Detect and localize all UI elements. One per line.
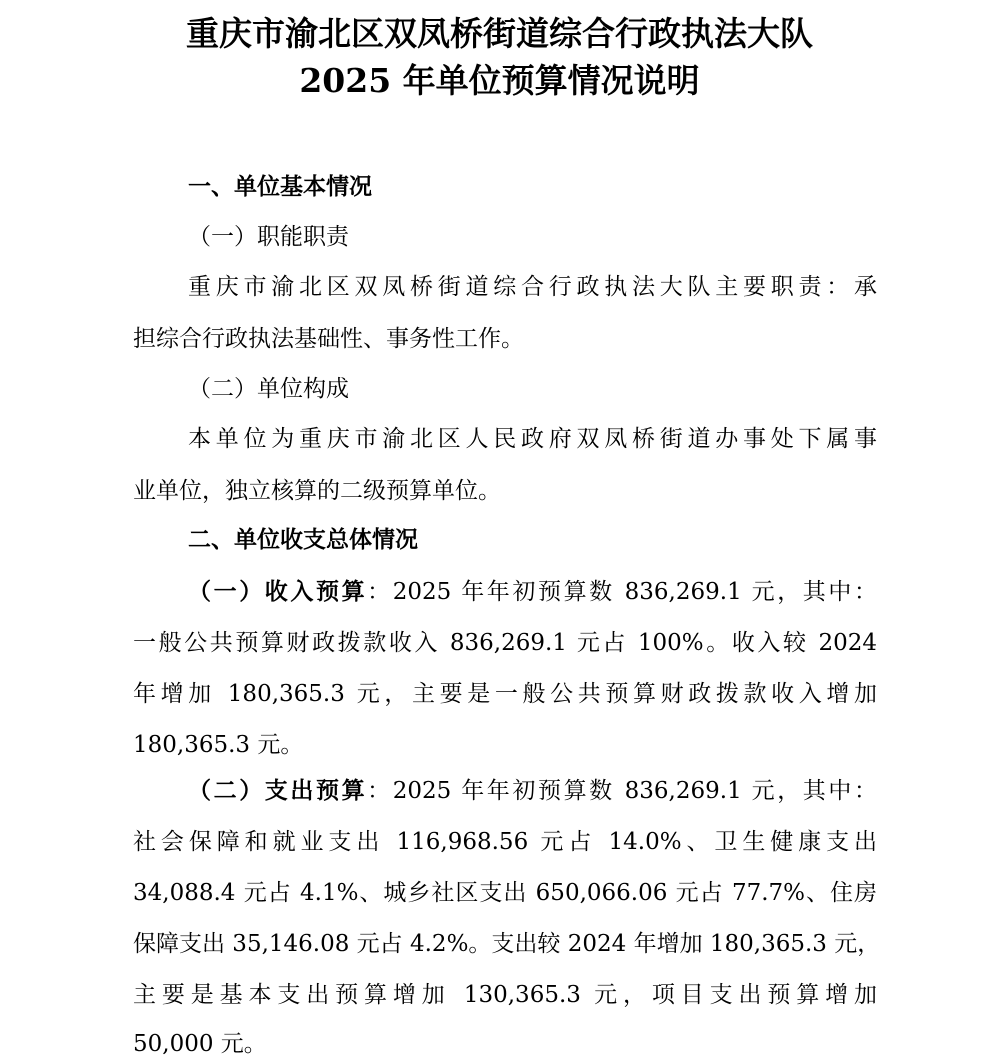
subsection-heading-composition: （二）单位构成: [188, 376, 349, 402]
document-title-line-1: 重庆市渝北区双凤桥街道综合行政执法大队: [186, 14, 813, 53]
expense-budget-text: ：2025 年年初预算数 836,269.1 元，其中：: [367, 778, 877, 804]
income-budget-text: ：2025 年年初预算数 836,269.1 元，其中：: [367, 579, 877, 605]
paragraph-line: 一般公共预算财政拨款收入 836,269.1 元占 100%。收入较 2024: [133, 630, 877, 656]
paragraph-line: 180,365.3 元。: [133, 732, 304, 758]
paragraph-line: 本单位为重庆市渝北区人民政府双凤桥街道办事处下属事: [188, 426, 877, 452]
income-budget-label: （一）收入预算: [188, 579, 368, 605]
paragraph-line: 主要是基本支出预算增加 130,365.3 元，项目支出预算增加: [133, 982, 877, 1008]
document-title-line-2: 2025 年单位预算情况说明: [299, 61, 700, 100]
paragraph-line: 保障支出 35,146.08 元占 4.2%。支出较 2024 年增加 180,365.3 元，: [133, 931, 881, 957]
paragraph-line-income-first: [188, 575, 877, 609]
paragraph-line: 年增加 180,365.3 元，主要是一般公共预算财政拨款收入增加: [133, 681, 877, 707]
section-heading-budget-overview: 二、单位收支总体情况: [188, 527, 418, 553]
paragraph-line: 担综合行政执法基础性、事务性工作。: [133, 326, 524, 352]
paragraph-line: 业单位，独立核算的二级预算单位。: [133, 478, 501, 504]
paragraph-line: 重庆市渝北区双凤桥街道综合行政执法大队主要职责：承: [188, 274, 877, 300]
section-heading-basic-info: 一、单位基本情况: [188, 174, 372, 200]
paragraph-line: 社会保障和就业支出 116,968.56 元占 14.0%、卫生健康支出: [133, 829, 877, 855]
paragraph-line: 34,088.4 元占 4.1%、城乡社区支出 650,066.06 元占 77.7%、住房: [133, 880, 877, 906]
paragraph-line: 50,000 元。: [133, 1031, 267, 1057]
paragraph-line-expense-first: [188, 774, 877, 808]
expense-budget-label: （二）支出预算: [188, 778, 368, 804]
subsection-heading-duties: （一）职能职责: [188, 224, 349, 250]
